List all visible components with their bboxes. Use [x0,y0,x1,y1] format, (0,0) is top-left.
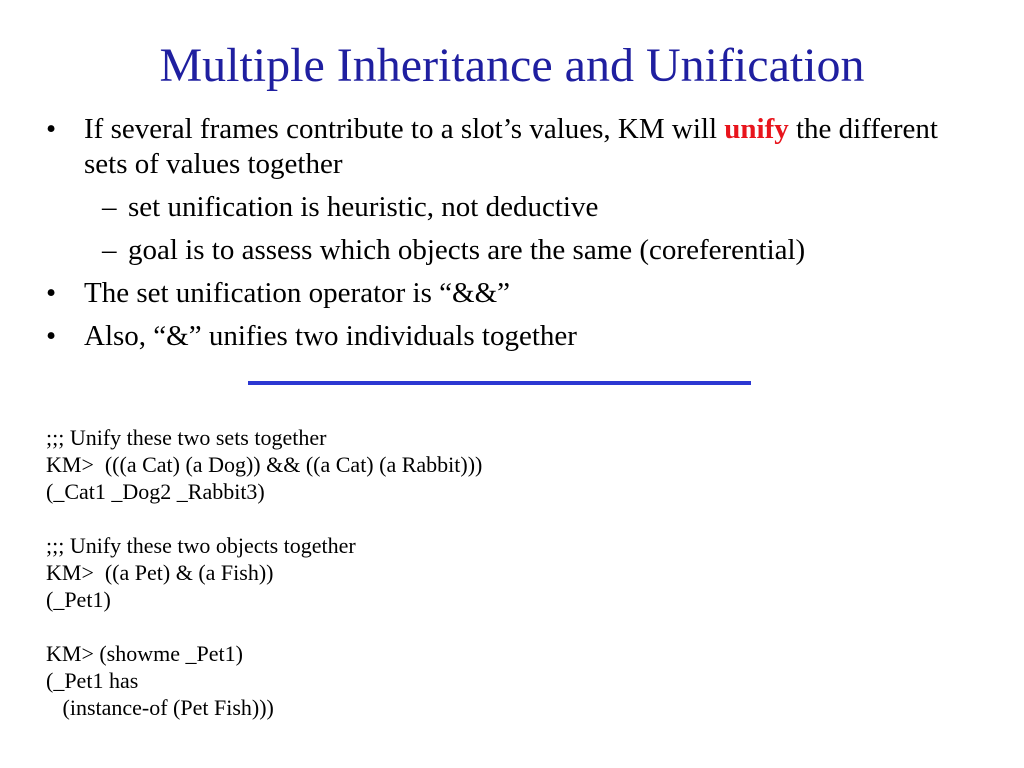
sub-bullet-goal [46,233,986,268]
bullet-text: The set unification operator is “&&” [84,277,510,309]
code-line-blank [46,505,946,532]
code-line-blank [46,613,946,640]
code-line: KM> (showme _Pet1) [46,641,243,666]
bullet-list [46,112,986,354]
bullet-marker: • [46,277,57,309]
sub-bullet-marker: – [102,191,117,223]
code-line: (instance-of (Pet Fish))) [46,695,274,720]
code-block [46,424,946,721]
sub-bullet-text: goal is to assess which objects are the same (coreferential) [128,234,806,266]
bullet-marker: • [46,320,57,352]
slide-title: Multiple Inheritance and Unification [159,39,865,92]
bullet-item-unify [46,112,986,182]
sub-bullet-text: set unification is heuristic, not deductive [128,191,599,223]
bullet-text: If several frames contribute to a slot’s values, KM will [84,113,725,145]
code-line: ;;; Unify these two sets together [46,425,327,450]
divider-line [248,381,751,385]
sub-bullet-heuristic [46,190,986,225]
sub-bullet-marker: – [102,234,117,266]
bullet-item-set-operator [46,276,986,311]
code-line: KM> (((a Cat) (a Dog)) && ((a Cat) (a Rabbit))) [46,452,483,477]
emphasis-text: unify [724,113,789,145]
code-line: KM> ((a Pet) & (a Fish)) [46,560,274,585]
code-line: (_Cat1 _Dog2 _Rabbit3) [46,479,265,504]
bullet-item-individual-operator [46,319,986,354]
bullet-text: Also, “&” unifies two individuals together [84,320,577,352]
bullet-text-continued: the different sets of values together [84,113,938,180]
code-line: ;;; Unify these two objects together [46,533,356,558]
code-line: (_Pet1) [46,587,111,612]
bullet-marker: • [46,113,57,145]
code-line: (_Pet1 has [46,668,139,693]
